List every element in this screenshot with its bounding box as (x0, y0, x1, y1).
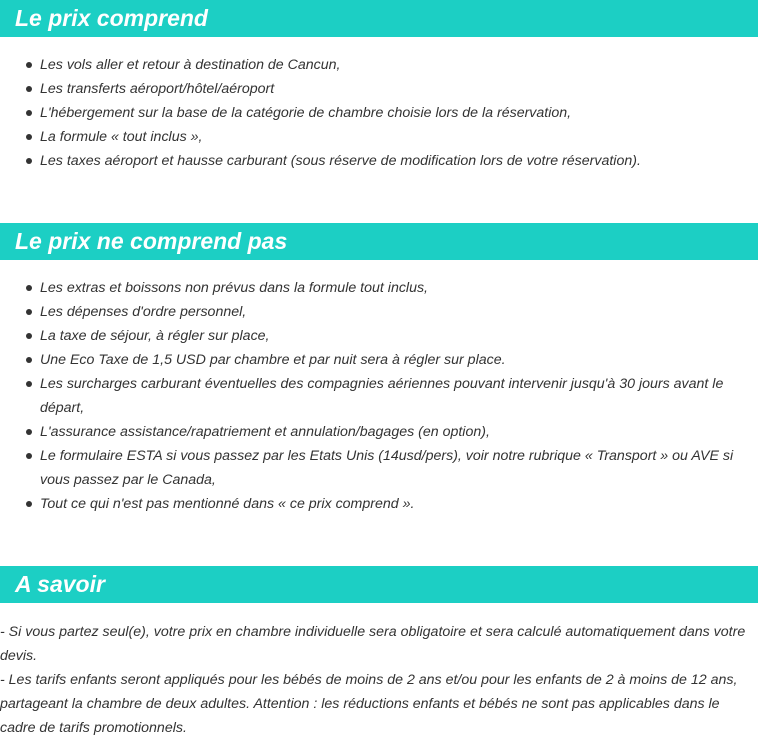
list-item: Les taxes aéroport et hausse carburant (sous réserve de modification lors de votre réservation). (0, 149, 758, 173)
bullet-icon (26, 134, 32, 140)
bullet-icon (26, 86, 32, 92)
list-item: Une Eco Taxe de 1,5 USD par chambre et par nuit sera à régler sur place. (0, 348, 758, 372)
section-header-prix-ne-comprend-pas (0, 223, 758, 260)
list-item: La formule « tout inclus », (0, 125, 758, 149)
section-title: A savoir (15, 571, 105, 597)
info-paragraph: - Si vous partez seul(e), votre prix en chambre individuelle sera obligatoire et sera calculé automatiquement dans votre devis. (0, 624, 746, 664)
bullet-icon (26, 285, 32, 291)
bullet-icon (26, 158, 32, 164)
list-item: Les extras et boissons non prévus dans la formule tout inclus, (0, 276, 758, 300)
section-title: Le prix comprend (15, 5, 208, 31)
bullet-icon (26, 429, 32, 435)
bullet-icon (26, 453, 32, 459)
list-item: L'assurance assistance/rapatriement et annulation/bagages (en option), (0, 420, 758, 444)
list-item: Les vols aller et retour à destination de Cancun, (0, 53, 758, 77)
section-header-a-savoir (0, 566, 758, 603)
bullet-icon (26, 357, 32, 363)
list-item: Le formulaire ESTA si vous passez par les Etats Unis (14usd/pers), voir notre rubrique « Transport » ou AVE si vous passez par le Canada, (0, 444, 758, 492)
excluded-list (0, 276, 758, 516)
list-item: La taxe de séjour, à régler sur place, (0, 324, 758, 348)
bullet-icon (26, 309, 32, 315)
info-paragraph: - Les tarifs enfants seront appliqués pour les bébés de moins de 2 ans et/ou pour les enfants de 2 à moins de 12 ans, partageant la chambre de deux adultes. Attention : les réductions enfants et bébés ne sont pas applicables dans le cadre de tarifs promotionnels. (0, 672, 738, 736)
bullet-icon (26, 110, 32, 116)
list-item: Les dépenses d'ordre personnel, (0, 300, 758, 324)
list-item: Les surcharges carburant éventuelles des compagnies aériennes pouvant intervenir jusqu'à 30 jours avant le départ, (0, 372, 758, 420)
included-list (0, 53, 758, 173)
bullet-icon (26, 333, 32, 339)
section-header-prix-comprend (0, 0, 758, 37)
a-savoir-text (0, 620, 752, 740)
list-item: Les transferts aéroport/hôtel/aéroport (0, 77, 758, 101)
bullet-icon (26, 501, 32, 507)
list-item: Tout ce qui n'est pas mentionné dans « ce prix comprend ». (0, 492, 758, 516)
bullet-icon (26, 62, 32, 68)
section-title: Le prix ne comprend pas (15, 228, 288, 254)
list-item: L'hébergement sur la base de la catégorie de chambre choisie lors de la réservation, (0, 101, 758, 125)
bullet-icon (26, 381, 32, 387)
